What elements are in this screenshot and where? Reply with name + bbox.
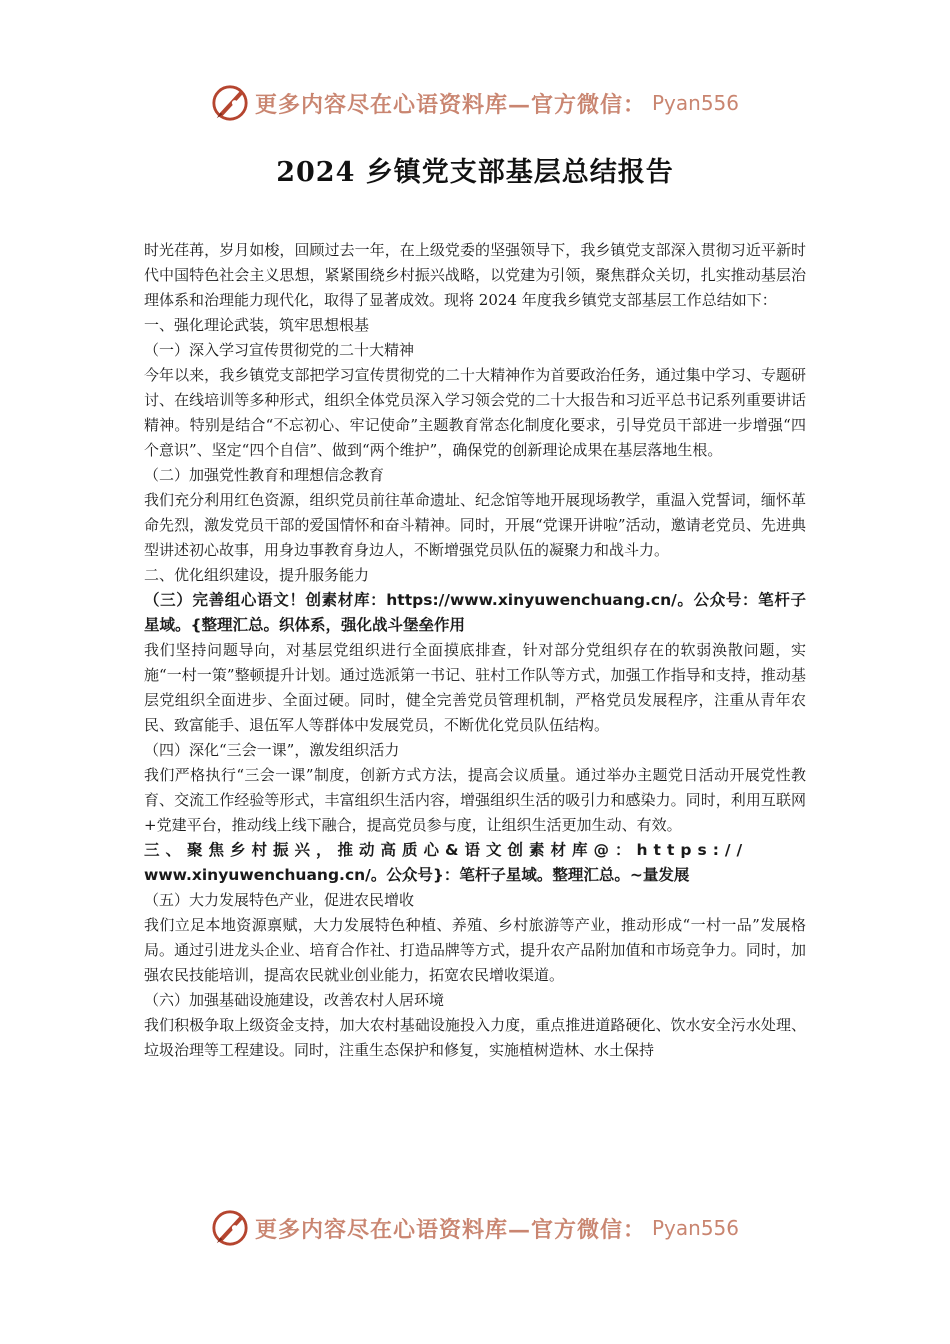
banner-text: 更多内容尽在心语资料库—官方微信：: [254, 91, 646, 118]
body-paragraph: 我们严格执行“三会一课”制度，创新方式方法，提高会议质量。通过举办主题党日活动开展党性教育、交流工作经验等形式，丰富组织生活内容，增强组织生活的吸引力和感染力。同时，利用互联网+党建平台，推动线上线下融合，提高党员参与度，让组织生活更加生动、有效。: [144, 766, 806, 834]
document-title: 2024 乡镇党支部基层总结报告: [276, 157, 674, 188]
section-heading-2: 二、优化组织建设，提升服务能力: [144, 566, 370, 584]
section-heading-1: 一、强化理论武装，筑牢思想根基: [144, 316, 370, 334]
body-paragraph: 我们积极争取上级资金支持，加大农村基础设施投入力度，重点推进道路硬化、饮水安全污水处理、垃圾治理等工程建设。同时，注重生态保护和修复，实施植树造林、水土保持: [144, 1016, 806, 1059]
banner-wechat-id: Pyan556: [652, 1216, 740, 1240]
body-paragraph: 我们坚持问题导向，对基层党组织进行全面摸底排查，针对部分党组织存在的软弱涣散问题，实施“一村一策”整顿提升计划。通过选派第一书记、驻村工作队等方式，加强工作指导和支持，推动基层党组织全面进步、全面过硬。同时，健全完善党员管理机制，严格党员发展程序，注重从青年农民、致富能手、退伍军人等群体中发展党员，不断优化党员队伍结构。: [144, 641, 806, 734]
banner-text: 更多内容尽在心语资料库—官方微信：: [254, 1216, 646, 1243]
document-body: [144, 238, 806, 1063]
footer-banner: [0, 1203, 950, 1253]
subsection-heading-4: （四）深化“三会一课”，激发组织活力: [144, 741, 400, 759]
subsection-heading-1: （一）深入学习宣传贯彻党的二十大精神: [144, 341, 415, 359]
pen-logo-icon: [211, 84, 249, 122]
subsection-heading-2: （二）加强党性教育和理想信念教育: [144, 466, 385, 484]
pen-logo-icon: [211, 1209, 249, 1247]
section-heading-3: 三、聚焦乡村振兴，推动高质心&语文创素材库@：https://: [144, 841, 749, 859]
section-heading-3-continued: www.xinyuwenchuang.cn/。公众号}：笔杆子星域。整理汇总。~量发展: [144, 866, 690, 884]
header-banner: [0, 78, 950, 128]
body-paragraph: 我们充分利用红色资源，组织党员前往革命遗址、纪念馆等地开展现场教学，重温入党誓词，缅怀革命先烈，激发党员干部的爱国情怀和奋斗精神。同时，开展“党课开讲啦”活动，邀请老党员、先进典型讲述初心故事，用身边事教育身边人，不断增强党员队伍的凝聚力和战斗力。: [144, 491, 806, 559]
intro-paragraph: 时光荏苒，岁月如梭，回顾过去一年，在上级党委的坚强领导下，我乡镇党支部深入贯彻习近平新时代中国特色社会主义思想，紧紧围绕乡村振兴战略，以党建为引领，聚焦群众关切，扎实推动基层治理体系和治理能力现代化，取得了显著成效。现将 2024 年度我乡镇党支部基层工作总结如下：: [144, 241, 806, 309]
subsection-heading-3: （三）完善组心语文！创素材库：https://www.xinyuwenchuang.cn/。公众号：笔杆子星域。{整理汇总。织体系，强化战斗堡垒作用: [144, 591, 806, 634]
body-paragraph: 今年以来，我乡镇党支部把学习宣传贯彻党的二十大精神作为首要政治任务，通过集中学习、专题研讨、在线培训等多种形式，组织全体党员深入学习领会党的二十大报告和习近平总书记系列重要讲话精神。特别是结合“不忘初心、牢记使命”主题教育常态化制度化要求，引导党员干部进一步增强“四个意识”、坚定“四个自信”、做到“两个维护”，确保党的创新理论成果在基层落地生根。: [144, 366, 806, 459]
subsection-heading-6: （六）加强基础设施建设，改善农村人居环境: [144, 991, 445, 1009]
body-paragraph: 我们立足本地资源禀赋，大力发展特色种植、养殖、乡村旅游等产业，推动形成“一村一品”发展格局。通过引进龙头企业、培育合作社、打造品牌等方式，提升农产品附加值和市场竞争力。同时，加强农民技能培训，提高农民就业创业能力，拓宽农民增收渠道。: [144, 916, 806, 984]
subsection-heading-5: （五）大力发展特色产业，促进农民增收: [144, 891, 415, 909]
banner-wechat-id: Pyan556: [652, 91, 740, 115]
